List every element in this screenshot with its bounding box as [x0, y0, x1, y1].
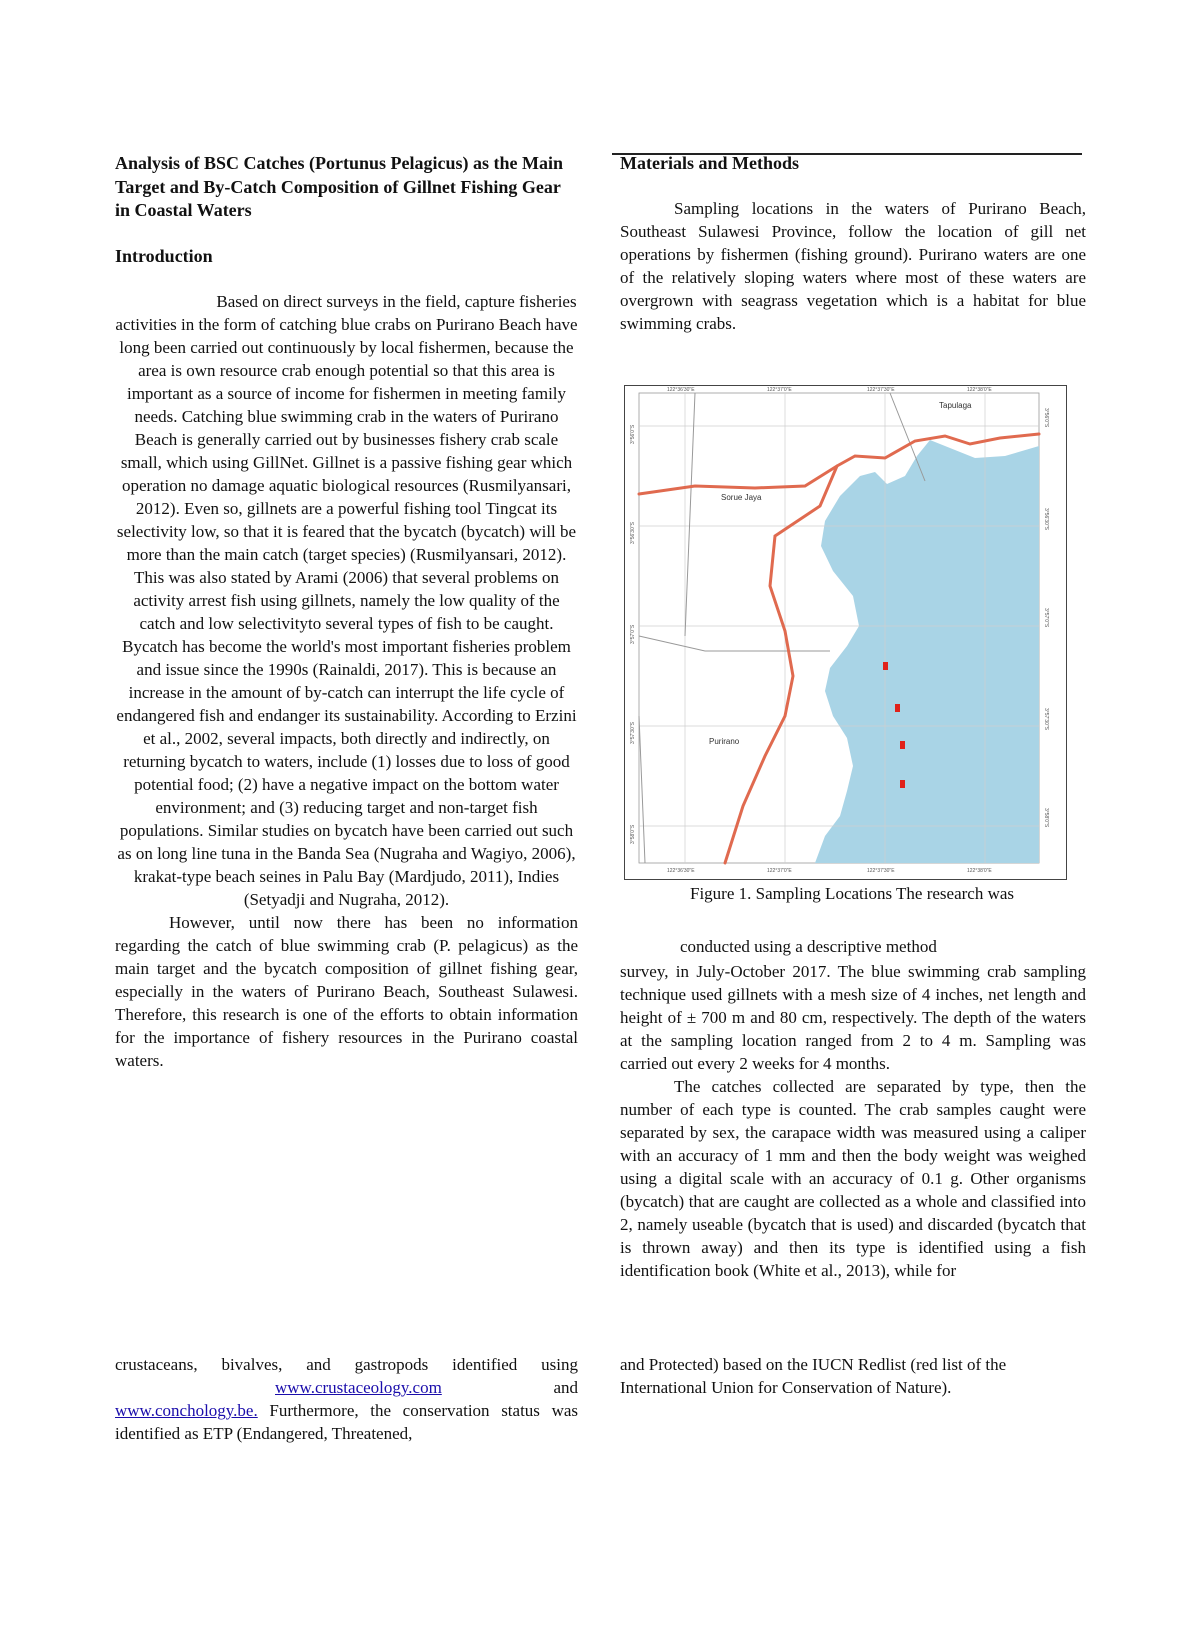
introduction-paragraph-1: Based on direct surveys in the field, capture fisheries activities in the form of catching blue crabs on Purirano Beach have long been carried out continuously by local fishermen, because the area is own resource crab enough potential so that this area is important as a source of income for fishermen in meeting family needs. Catching blue swimming crab in the waters of Purirano Beach is generally carried out by businesses fishery crab scale small, which using GillNet. Gillnet is a passive fishing gear which operation no damage aquatic biological resources (Rusmilyansari, 2012). Even so, gillnets are a powerful fishing tool Tingcat its selectivity low, so that it is feared that the bycatch (bycatch) will be more than the main catch (target species) (Rusmilyansari, 2012). This was also stated by Arami (2006) that several problems on activity arrest fish using gillnets, namely the low quality of the catch and low selectivityto several types of fish to be caught. Bycatch has become the world's most important fisheries problem and issue since the 1990s (Rainaldi, 2017). This is because an increase in the amount of by-catch can interrupt the life cycle of endangered fish and endanger its sustainability. According to Erzini et al., 2002, several impacts, both directly and indirectly, on returning bycatch to waters, include (1) losses due to loss of good potential food; (2) have a negative impact on the bottom water environment; and (3) reducing target and non-target fish populations. Similar studies on bycatch have been carried out such as on long line tuna in the Banda Sea (Nugraha and Wagiyo, 2006), krakat-type beach seines in Palu Bay (Mardjudo, 2011), Indies (Setyadji and Nugraha, 2012). [115, 291, 578, 909]
tick-right-3: 3°57'0"S [1043, 608, 1049, 628]
tick-bottom-1: 122°36'30"E [667, 868, 695, 874]
crustaceology-link[interactable]: www.crustaceology.com [275, 1378, 442, 1397]
marker-4 [900, 780, 905, 788]
conchology-link[interactable]: www.conchology.be. [115, 1401, 258, 1420]
bottom-right-paragraph: and Protected) based on the IUCN Redlist (red list of the International Union for Conservation of Nature). [620, 1355, 1007, 1397]
materials-methods-heading: Materials and Methods [620, 153, 799, 173]
tick-left-2: 3°56'30"S [630, 522, 636, 544]
sampling-location-map [624, 385, 1067, 880]
marker-3 [900, 741, 905, 749]
tick-top-4: 122°38'0"E [967, 387, 992, 393]
tick-right-1: 3°56'0"S [1043, 408, 1049, 428]
bottom-left-pre: crustaceans, bivalves, and gastropods identified using [115, 1355, 578, 1374]
introduction-paragraph-2: However, until now there has been no information regarding the catch of blue swimming crab (P. pelagicus) as the main target and the bycatch composition of gillnet fishing gear, especially in the waters of Purirano Beach, Southeast Sulawesi. Therefore, this research is one of the efforts to obtain information for the importance of fishery resources in the Purirano coastal waters. [115, 912, 578, 1070]
sea-area [815, 440, 1039, 863]
tick-bottom-3: 122°37'30"E [867, 868, 895, 874]
methods-continued [620, 960, 1086, 1282]
tick-bottom-2: 122°37'0"E [767, 868, 792, 874]
tick-top-2: 122°37'0"E [767, 387, 792, 393]
bottom-ticks [667, 868, 992, 874]
right-column [620, 152, 1086, 335]
label-sorue-jaya: Sorue Jaya [721, 493, 762, 502]
tick-right-5: 3°58'0"S [1043, 808, 1049, 828]
marker-2 [895, 704, 900, 712]
methods-paragraph-3: The catches collected are separated by type, then the number of each type is counted. The crab samples caught were separated by sex, the carapace width was measured using a caliper with an accuracy of 1 mm and then the body weight was weighed using a digital scale with an accuracy of 0.1 g. Other organisms (bycatch) that are caught are collected as a whole and classified into 2, namely useable (bycatch that is used) and discarded (bycatch that is thrown away) and then its type is identified using a fish identification book (White et al., 2013), while for [620, 1077, 1086, 1280]
label-purirano: Purirano [709, 737, 740, 746]
paper-title: Analysis of BSC Catches (Portunus Pelagicus) as the Main Target and By-Catch Composition of Gillnet Fishing Gear in Coastal Waters [115, 153, 564, 220]
left-column [115, 152, 578, 1072]
label-tapulaga: Tapulaga [939, 401, 972, 410]
tick-left-5: 3°58'0"S [630, 824, 636, 844]
methods-paragraph-1: Sampling locations in the waters of Purirano Beach, Southeast Sulawesi Province, follow the location of gill net operations by fishermen (fishing ground). Purirano waters are one of the relatively sloping waters where most of these waters are overgrown with seagrass vegetation which is a habitat for blue swimming crabs. [620, 199, 1086, 333]
right-ticks [1043, 408, 1049, 828]
tick-right-4: 3°57'30"S [1043, 708, 1049, 730]
tick-bottom-4: 122°38'0"E [967, 868, 992, 874]
map-svg [625, 386, 1066, 879]
left-ticks [630, 424, 636, 844]
introduction-heading: Introduction [115, 245, 213, 266]
marker-1 [883, 662, 888, 670]
methods-paragraph-2: survey, in July-October 2017. The blue swimming crab sampling technique used gillnets with a mesh size of 4 inches, net length and height of ± 700 m and 80 cm, respectively. The depth of the waters at the sampling location ranged from 2 to 4 m. Sampling was carried out every 2 weeks for 4 months. [620, 962, 1086, 1073]
tick-top-1: 122°36'30"E [667, 387, 695, 393]
methods-continuation-line: conducted using a descriptive method [680, 937, 937, 956]
tick-left-1: 3°56'0"S [630, 424, 636, 444]
tick-left-3: 3°57'0"S [630, 624, 636, 644]
tick-right-2: 3°56'30"S [1043, 508, 1049, 530]
bottom-left-post: Furthermore, the conservation status was identified as ETP (Endangered, Threatened, [115, 1401, 579, 1443]
bottom-left-paragraph [115, 1353, 578, 1445]
tick-top-3: 122°37'30"E [867, 387, 895, 393]
figure-caption: Figure 1. Sampling Locations The research was [690, 884, 1015, 903]
bottom-left-mid: and [553, 1378, 578, 1397]
tick-left-4: 3°57'30"S [630, 722, 636, 744]
top-ticks [667, 387, 992, 393]
